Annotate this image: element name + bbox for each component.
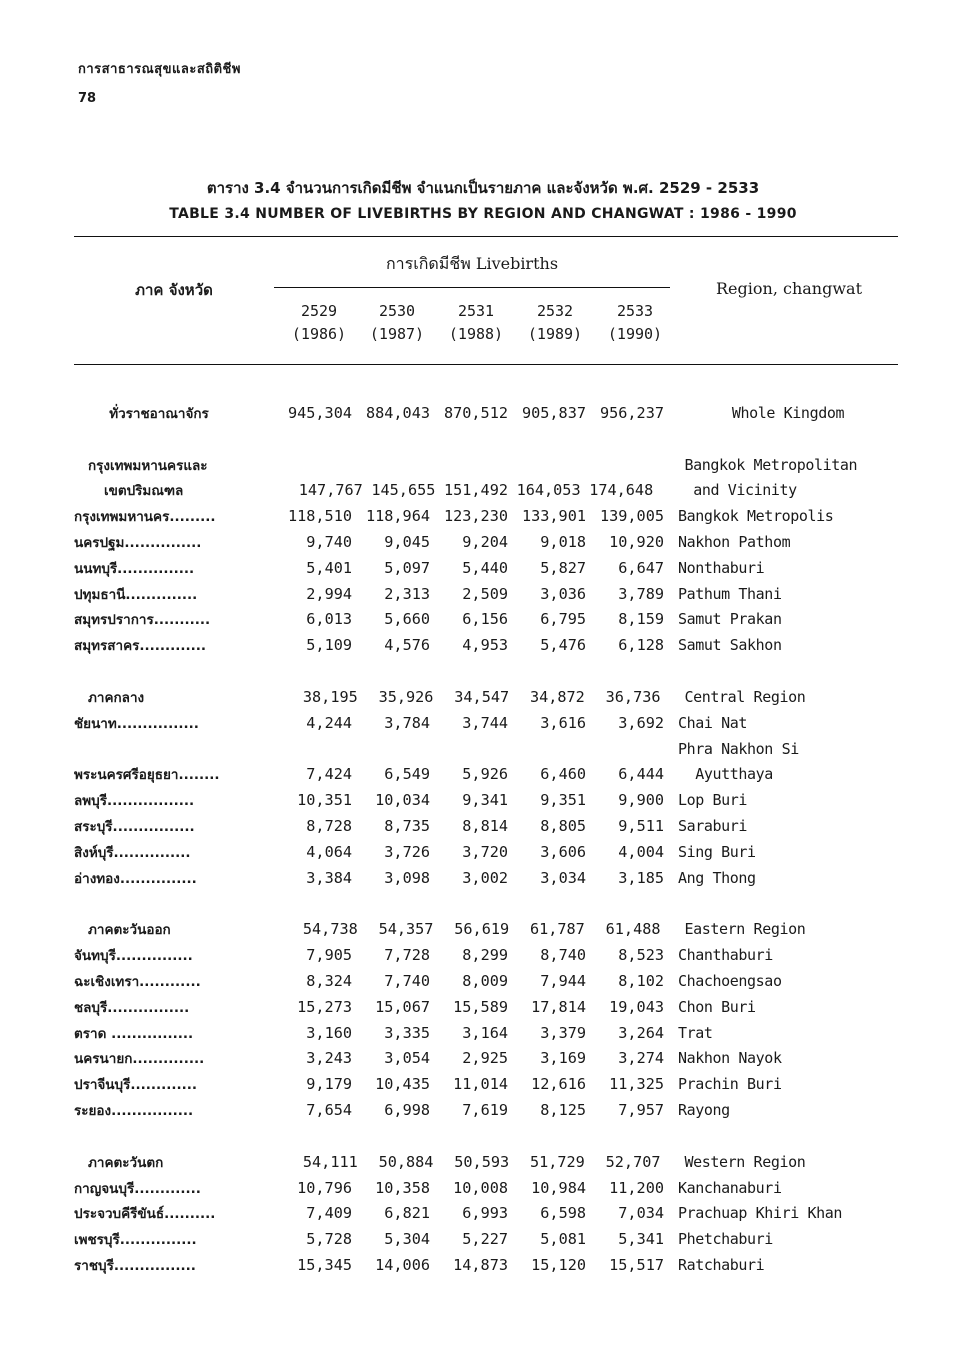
english-changwat-name: Prachuap Khiri Khan — [678, 1204, 842, 1223]
english-changwat-name: Ang Thong — [678, 868, 756, 887]
value-cell: 17,814 — [531, 997, 586, 1016]
table-row — [74, 607, 898, 633]
table-row — [74, 1097, 898, 1123]
value-cell: 147,767 — [298, 481, 363, 500]
value-cell: 5,341 — [618, 1230, 664, 1249]
value-cell: 7,619 — [462, 1101, 508, 1120]
value-cell: 7,957 — [618, 1101, 664, 1120]
thai-changwat-name: นนทบุรี............... — [74, 560, 195, 577]
thai-changwat-name: ราชบุรี................ — [74, 1258, 196, 1274]
value-cell: 945,304 — [287, 403, 352, 422]
page-header — [78, 58, 241, 106]
value-cell: 6,598 — [540, 1204, 586, 1223]
livebirths-column-group-header: การเกิดมีชีพ Livebirths — [385, 254, 559, 273]
english-changwat-name: Nonthaburi — [678, 558, 765, 577]
value-cell: 3,243 — [306, 1049, 352, 1068]
value-cell: 10,008 — [453, 1178, 508, 1197]
value-cell: 4,953 — [462, 636, 508, 655]
value-cell: 3,034 — [540, 868, 586, 887]
value-cell: 9,045 — [384, 533, 430, 552]
english-changwat-name: Nakhon Nayok — [678, 1049, 782, 1068]
value-cell: 5,440 — [462, 558, 508, 577]
table-titles — [0, 176, 966, 222]
value-cell: 6,647 — [618, 558, 664, 577]
value-cell: 61,787 — [529, 920, 585, 939]
english-changwat-name: Samut Prakan — [678, 610, 782, 629]
thai-region-name: ภาคตะวันออก — [88, 922, 171, 939]
english-changwat-name: Phetchaburi — [678, 1230, 773, 1249]
value-cell: 4,244 — [306, 713, 352, 732]
value-cell: 15,273 — [297, 997, 352, 1016]
year-be: 2530 — [378, 302, 416, 320]
value-cell: 3,054 — [384, 1049, 430, 1068]
value-cell: 61,488 — [605, 920, 661, 939]
thai-changwat-name: สระบุรี................ — [74, 819, 195, 836]
value-cell: 54,357 — [378, 920, 434, 939]
running-header-title: การสาธารณสุขและสถิติชีพ — [78, 62, 241, 77]
value-cell: 2,509 — [462, 584, 508, 603]
thai-changwat-name: กรุงเทพมหานคร......... — [74, 509, 216, 526]
value-cell: 11,200 — [609, 1178, 664, 1197]
value-cell: 8,814 — [462, 817, 508, 836]
value-cell: 36,736 — [605, 688, 661, 707]
value-cell: 3,335 — [384, 1023, 430, 1042]
year-ad: (1989) — [527, 325, 583, 343]
english-changwat-name: Chachoengsao — [678, 972, 782, 991]
value-cell: 34,547 — [454, 688, 510, 707]
english-changwat-name: Chai Nat — [678, 713, 748, 732]
value-cell: 905,837 — [521, 403, 586, 422]
value-cell: 7,728 — [384, 946, 430, 965]
value-cell: 2,313 — [384, 584, 430, 603]
table-row — [74, 478, 898, 504]
table-row — [74, 555, 898, 581]
value-cell: 9,351 — [540, 791, 586, 810]
table-row — [74, 865, 898, 891]
value-cell: 884,043 — [365, 403, 430, 422]
value-cell: 38,195 — [302, 688, 358, 707]
thai-changwat-name: สมุทรสาคร............. — [74, 638, 207, 655]
table-row — [74, 581, 898, 607]
table-row — [74, 529, 898, 555]
table-row — [74, 1046, 898, 1072]
table-row — [74, 452, 898, 478]
thai-changwat-name: ระยอง................ — [74, 1103, 194, 1120]
value-cell: 3,720 — [462, 842, 508, 861]
thai-changwat-name: ตราด ................ — [74, 1025, 194, 1042]
table-row — [74, 1149, 898, 1175]
table-row — [74, 684, 898, 710]
thai-region-column-header: ภาค จังหวัด — [135, 281, 213, 299]
value-cell: 5,476 — [540, 636, 586, 655]
value-cell: 7,740 — [384, 972, 430, 991]
page-number: 78 — [78, 91, 97, 106]
thai-changwat-name: นครปฐม............... — [74, 535, 202, 552]
table-row — [74, 1020, 898, 1046]
table-body — [74, 400, 898, 1278]
table-row — [74, 813, 898, 839]
thai-region-name: กรุงเทพมหานครและ — [88, 457, 208, 474]
value-cell: 54,738 — [302, 920, 358, 939]
value-cell: 10,984 — [531, 1178, 586, 1197]
value-cell: 8,009 — [462, 972, 508, 991]
value-cell: 123,230 — [443, 507, 508, 526]
value-cell: 9,018 — [540, 533, 586, 552]
value-cell: 9,341 — [462, 791, 508, 810]
table-row — [74, 1252, 898, 1278]
value-cell: 5,081 — [540, 1230, 586, 1249]
year-ad: (1988) — [448, 325, 504, 343]
table-row — [74, 736, 898, 762]
value-cell: 14,873 — [453, 1256, 508, 1274]
value-cell: 6,156 — [462, 610, 508, 629]
thai-changwat-name: ปทุมธานี.............. — [74, 586, 198, 603]
english-changwat-name: Ratchaburi — [678, 1256, 765, 1274]
value-cell: 8,523 — [618, 946, 664, 965]
thai-changwat-name: เพชรบุรี............... — [74, 1232, 197, 1249]
thai-region-name: ภาคกลาง — [88, 690, 145, 707]
table-row — [74, 787, 898, 813]
value-cell: 10,034 — [375, 791, 430, 810]
english-changwat-name: Chanthaburi — [678, 946, 773, 965]
year-be: 2531 — [457, 302, 495, 320]
value-cell: 2,994 — [306, 584, 352, 603]
value-cell: 3,036 — [540, 584, 586, 603]
value-cell: 3,726 — [384, 842, 430, 861]
value-cell: 15,589 — [453, 997, 508, 1016]
value-cell: 9,740 — [306, 533, 352, 552]
english-changwat-name: Sing Buri — [678, 842, 756, 861]
table-row — [74, 400, 898, 426]
english-changwat-name: Saraburi — [678, 817, 748, 836]
year-column-header — [358, 302, 436, 343]
value-cell: 50,884 — [378, 1152, 434, 1171]
value-cell: 6,013 — [306, 610, 352, 629]
value-cell: 3,002 — [462, 868, 508, 887]
value-cell: 145,655 — [371, 481, 436, 500]
value-cell: 8,735 — [384, 817, 430, 836]
value-cell: 6,821 — [384, 1204, 430, 1223]
value-cell: 8,728 — [306, 817, 352, 836]
value-cell: 3,169 — [540, 1049, 586, 1068]
table-title-thai: ตาราง 3.4 จำนวนการเกิดมีชีพ จำแนกเป็นรายภาค และจังหวัด พ.ศ. 2529 - 2533 — [206, 179, 760, 197]
thai-changwat-name: สมุทรปราการ........... — [74, 612, 211, 629]
value-cell: 8,805 — [540, 817, 586, 836]
thai-changwat-name: พระนครศรีอยุธยา........ — [74, 767, 220, 784]
thai-changwat-name: ลพบุรี................. — [74, 793, 195, 810]
thai-changwat-name: ประจวบคีรีขันธ์.......... — [74, 1206, 216, 1223]
english-changwat-name: Bangkok Metropolis — [678, 507, 834, 526]
thai-changwat-name: สิงห์บุรี............... — [74, 844, 191, 861]
table-row — [74, 1071, 898, 1097]
value-cell: 8,102 — [618, 972, 664, 991]
english-region-name: Western Region — [684, 1152, 806, 1171]
value-cell: 11,325 — [609, 1075, 664, 1094]
thai-changwat-name: ปราจีนบุรี............. — [74, 1077, 198, 1094]
value-cell: 50,593 — [454, 1152, 510, 1171]
value-cell: 5,227 — [462, 1230, 508, 1249]
table-row — [74, 710, 898, 736]
value-cell: 11,014 — [453, 1075, 508, 1094]
value-cell: 10,435 — [375, 1075, 430, 1094]
value-cell: 870,512 — [443, 403, 508, 422]
year-ad: (1987) — [369, 325, 425, 343]
english-changwat-name: Kanchanaburi — [678, 1178, 782, 1197]
value-cell: 6,444 — [618, 765, 664, 784]
value-cell: 10,796 — [297, 1178, 352, 1197]
value-cell: 118,510 — [287, 507, 352, 526]
value-cell: 12,616 — [531, 1075, 586, 1094]
value-cell: 8,299 — [462, 946, 508, 965]
value-cell: 15,517 — [609, 1256, 664, 1274]
table-row — [74, 1226, 898, 1252]
value-cell: 6,549 — [384, 765, 430, 784]
value-cell: 151,492 — [443, 481, 508, 500]
value-cell: 3,692 — [618, 713, 664, 732]
value-cell: 133,901 — [521, 507, 586, 526]
value-cell: 52,707 — [605, 1152, 661, 1171]
value-cell: 54,111 — [302, 1152, 358, 1171]
value-cell: 5,926 — [462, 765, 508, 784]
table-row — [74, 942, 898, 968]
value-cell: 9,204 — [462, 533, 508, 552]
table-row — [74, 1175, 898, 1201]
value-cell: 2,925 — [462, 1049, 508, 1068]
value-cell: 5,097 — [384, 558, 430, 577]
value-cell: 7,944 — [540, 972, 586, 991]
table-row — [74, 762, 898, 788]
value-cell: 7,409 — [306, 1204, 352, 1223]
english-region-name: Central Region — [684, 688, 806, 707]
table-title-english: TABLE 3.4 NUMBER OF LIVEBIRTHS BY REGION AND CHANGWAT : 1986 - 1990 — [169, 206, 797, 222]
value-cell: 9,179 — [306, 1075, 352, 1094]
year-column-header — [516, 302, 594, 343]
year-column-header — [280, 302, 358, 343]
value-cell: 7,654 — [306, 1101, 352, 1120]
value-cell: 15,067 — [375, 997, 430, 1016]
value-cell: 15,120 — [531, 1256, 586, 1274]
value-cell: 174,648 — [589, 481, 654, 500]
value-cell: 7,905 — [306, 946, 352, 965]
livebirths-span-rule — [274, 287, 670, 288]
value-cell: 56,619 — [454, 920, 510, 939]
table-row — [74, 839, 898, 865]
english-changwat-name: Nakhon Pathom — [678, 533, 791, 552]
english-region-name: and Vicinity — [693, 481, 797, 500]
value-cell: 6,993 — [462, 1204, 508, 1223]
value-cell: 3,274 — [618, 1049, 664, 1068]
table-row — [74, 994, 898, 1020]
value-cell: 3,744 — [462, 713, 508, 732]
value-cell: 8,125 — [540, 1101, 586, 1120]
year-be: 2529 — [300, 302, 338, 320]
value-cell: 4,576 — [384, 636, 430, 655]
table-row — [74, 503, 898, 529]
table-row — [74, 917, 898, 943]
value-cell: 9,900 — [618, 791, 664, 810]
value-cell: 139,005 — [599, 507, 664, 526]
value-cell: 5,827 — [540, 558, 586, 577]
english-region-name: Whole Kingdom — [731, 403, 845, 422]
value-cell: 5,728 — [306, 1230, 352, 1249]
value-cell: 3,616 — [540, 713, 586, 732]
thai-region-name: ทั่วราชอาณาจักร — [109, 405, 209, 422]
year-column-header — [437, 302, 515, 343]
value-cell: 3,264 — [618, 1023, 664, 1042]
english-changwat-name: Chon Buri — [678, 997, 756, 1016]
value-cell: 6,460 — [540, 765, 586, 784]
thai-changwat-name: ชลบุรี................ — [74, 999, 190, 1016]
value-cell: 10,358 — [375, 1178, 430, 1197]
value-cell: 8,324 — [306, 972, 352, 991]
value-cell: 6,998 — [384, 1101, 430, 1120]
value-cell: 4,004 — [618, 842, 664, 861]
table-row — [74, 1201, 898, 1227]
year-ad: (1986) — [291, 325, 347, 343]
thai-changwat-name: นครนายก.............. — [74, 1051, 205, 1068]
value-cell: 3,789 — [618, 584, 664, 603]
value-cell: 10,351 — [297, 791, 352, 810]
value-cell: 3,160 — [306, 1023, 352, 1042]
table-top-rule — [74, 236, 898, 237]
value-cell: 3,784 — [384, 713, 430, 732]
value-cell: 3,379 — [540, 1023, 586, 1042]
english-changwat-name: Rayong — [678, 1101, 730, 1120]
value-cell: 34,872 — [529, 688, 585, 707]
header-bottom-rule — [74, 364, 898, 365]
value-cell: 6,795 — [540, 610, 586, 629]
value-cell: 3,164 — [462, 1023, 508, 1042]
table-row — [74, 968, 898, 994]
value-cell: 14,006 — [375, 1256, 430, 1274]
value-cell: 118,964 — [365, 507, 430, 526]
value-cell: 51,729 — [529, 1152, 585, 1171]
value-cell: 5,304 — [384, 1230, 430, 1249]
english-changwat-name: Trat — [678, 1023, 713, 1042]
thai-changwat-name: ฉะเชิงเทรา............ — [74, 974, 201, 991]
value-cell: 3,606 — [540, 842, 586, 861]
value-cell: 10,920 — [609, 533, 664, 552]
thai-region-name: ภาคตะวันตก — [88, 1154, 164, 1171]
english-changwat-name: Ayutthaya — [678, 765, 773, 784]
year-ad: (1990) — [607, 325, 663, 343]
english-region-name: Eastern Region — [684, 920, 806, 939]
value-cell: 5,401 — [306, 558, 352, 577]
value-cell: 35,926 — [378, 688, 434, 707]
year-column-header — [596, 302, 674, 343]
english-changwat-name: Prachin Buri — [678, 1075, 782, 1094]
english-region-column-header: Region, changwat — [716, 279, 862, 298]
year-be: 2532 — [536, 302, 574, 320]
value-cell: 8,740 — [540, 946, 586, 965]
value-cell: 8,159 — [618, 610, 664, 629]
value-cell: 3,098 — [384, 868, 430, 887]
thai-changwat-name: อ่างทอง............... — [74, 870, 197, 887]
thai-changwat-name: กาญจนบุรี............. — [74, 1180, 201, 1197]
table-row — [74, 632, 898, 658]
value-cell: 956,237 — [599, 403, 664, 422]
value-cell: 19,043 — [609, 997, 664, 1016]
value-cell: 7,034 — [618, 1204, 664, 1223]
value-cell: 3,384 — [306, 868, 352, 887]
value-cell: 3,185 — [618, 868, 664, 887]
value-cell: 5,109 — [306, 636, 352, 655]
value-cell: 4,064 — [306, 842, 352, 861]
year-be: 2533 — [616, 302, 654, 320]
value-cell: 15,345 — [297, 1256, 352, 1274]
thai-region-name: เขตปริมณฑล — [104, 483, 184, 500]
value-cell: 9,511 — [618, 817, 664, 836]
value-cell: 164,053 — [516, 481, 581, 500]
english-changwat-name: Phra Nakhon Si — [678, 739, 799, 758]
value-cell: 6,128 — [618, 636, 664, 655]
thai-changwat-name: ชัยนาท................ — [74, 715, 199, 732]
value-cell: 5,660 — [384, 610, 430, 629]
value-cell: 7,424 — [306, 765, 352, 784]
thai-changwat-name: จันทบุรี............... — [74, 948, 193, 965]
english-changwat-name: Lop Buri — [678, 791, 748, 810]
english-changwat-name: Pathum Thani — [678, 584, 782, 603]
english-changwat-name: Samut Sakhon — [678, 636, 782, 655]
english-region-name: Bangkok Metropolitan — [684, 455, 858, 474]
